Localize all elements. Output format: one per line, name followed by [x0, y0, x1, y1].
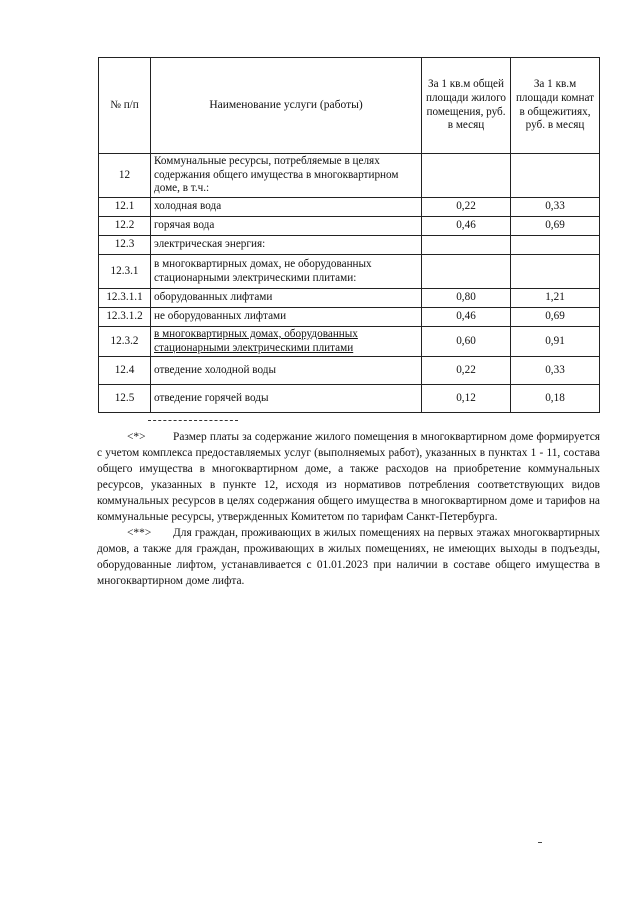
table-row [99, 198, 600, 217]
row-value-dormitory [511, 255, 600, 289]
row-name: в многоквартирных домах, не оборудованных стационарными электрическими плитами: [151, 255, 422, 289]
row-value-apartment [422, 236, 511, 255]
row-num: 12.5 [99, 385, 151, 413]
row-num: 12.1 [99, 198, 151, 217]
row-num: 12.3.2 [99, 327, 151, 357]
row-name: горячая вода [151, 217, 422, 236]
table-row [99, 385, 600, 413]
scan-mark [538, 842, 542, 843]
row-name: холодная вода [151, 198, 422, 217]
row-value-apartment [422, 255, 511, 289]
row-value-dormitory [511, 236, 600, 255]
tariff-table [98, 57, 600, 413]
footnote-1-text: Размер платы за содержание жилого помещения в многоквартирном доме формируется с учетом комплекса предоставляемых услуг (выполняемых работ), указанных в пунктах 1 - 11, состава общего имущества в многоквартирном доме, а также расходов на приобретение коммунальных ресурсов, указанных в пункте 12, исходя из нормативов потребления соответствующих видов коммунальных ресурсов в целях содержания общего имущества в многоквартирном доме и тарифов на коммунальные ресурсы, утвержденных Комитетом по тарифам Санкт-Петербурга. [97, 431, 600, 523]
row-value-apartment: 0,22 [422, 198, 511, 217]
row-name: в многоквартирных домах, оборудованных стационарными электрическими плитами [151, 327, 422, 357]
row-value-apartment: 0,80 [422, 289, 511, 308]
footnote-1 [97, 429, 600, 525]
footnotes [97, 429, 600, 589]
row-num: 12.2 [99, 217, 151, 236]
row-num: 12 [99, 154, 151, 198]
table-row [99, 289, 600, 308]
footnote-2-mark: <**> [127, 527, 152, 539]
row-value-dormitory: 1,21 [511, 289, 600, 308]
row-value-apartment: 0,12 [422, 385, 511, 413]
row-value-dormitory: 0,69 [511, 217, 600, 236]
row-num: 12.3.1 [99, 255, 151, 289]
table-header-row [99, 58, 600, 154]
row-name: отведение горячей воды [151, 385, 422, 413]
table-row [99, 236, 600, 255]
row-value-apartment: 0,46 [422, 308, 511, 327]
row-value-dormitory: 0,33 [511, 198, 600, 217]
row-num: 12.3.1.2 [99, 308, 151, 327]
row-value-apartment: 0,46 [422, 217, 511, 236]
row-value-dormitory: 0,91 [511, 327, 600, 357]
header-rate-apartment: За 1 кв.м общей площади жилого помещения, руб. в месяц [422, 58, 511, 154]
table-row [99, 255, 600, 289]
row-name: Коммунальные ресурсы, потребляемые в целях содержания общего имущества в многоквартирном доме, в т.ч.: [151, 154, 422, 198]
row-value-dormitory: 0,33 [511, 357, 600, 385]
footnote-divider [148, 420, 238, 421]
row-value-dormitory [511, 154, 600, 198]
header-rate-dormitory: За 1 кв.м площади комнат в общежитиях, руб. в месяц [511, 58, 600, 154]
footnote-2 [97, 525, 600, 589]
table-row [99, 308, 600, 327]
row-name: отведение холодной воды [151, 357, 422, 385]
header-num: № п/п [99, 58, 151, 154]
header-service-name: Наименование услуги (работы) [151, 58, 422, 154]
row-value-apartment [422, 154, 511, 198]
row-value-dormitory: 0,69 [511, 308, 600, 327]
row-num: 12.3.1.1 [99, 289, 151, 308]
row-num: 12.4 [99, 357, 151, 385]
table-row [99, 154, 600, 198]
table-row [99, 357, 600, 385]
footnote-1-mark: <*> [127, 431, 146, 443]
row-num: 12.3 [99, 236, 151, 255]
row-value-dormitory: 0,18 [511, 385, 600, 413]
footnote-2-text: Для граждан, проживающих в жилых помещениях на первых этажах многоквартирных домов, а также для граждан, проживающих в жилых помещениях, не имеющих выходы в подъезды, оборудованные лифтом, устанавливается с 01.01.2023 при наличии в составе общего имущества в многоквартирном доме лифта. [97, 527, 600, 587]
row-value-apartment: 0,22 [422, 357, 511, 385]
table-row [99, 327, 600, 357]
table-row [99, 217, 600, 236]
row-value-apartment: 0,60 [422, 327, 511, 357]
row-name: не оборудованных лифтами [151, 308, 422, 327]
row-name: электрическая энергия: [151, 236, 422, 255]
row-name: оборудованных лифтами [151, 289, 422, 308]
